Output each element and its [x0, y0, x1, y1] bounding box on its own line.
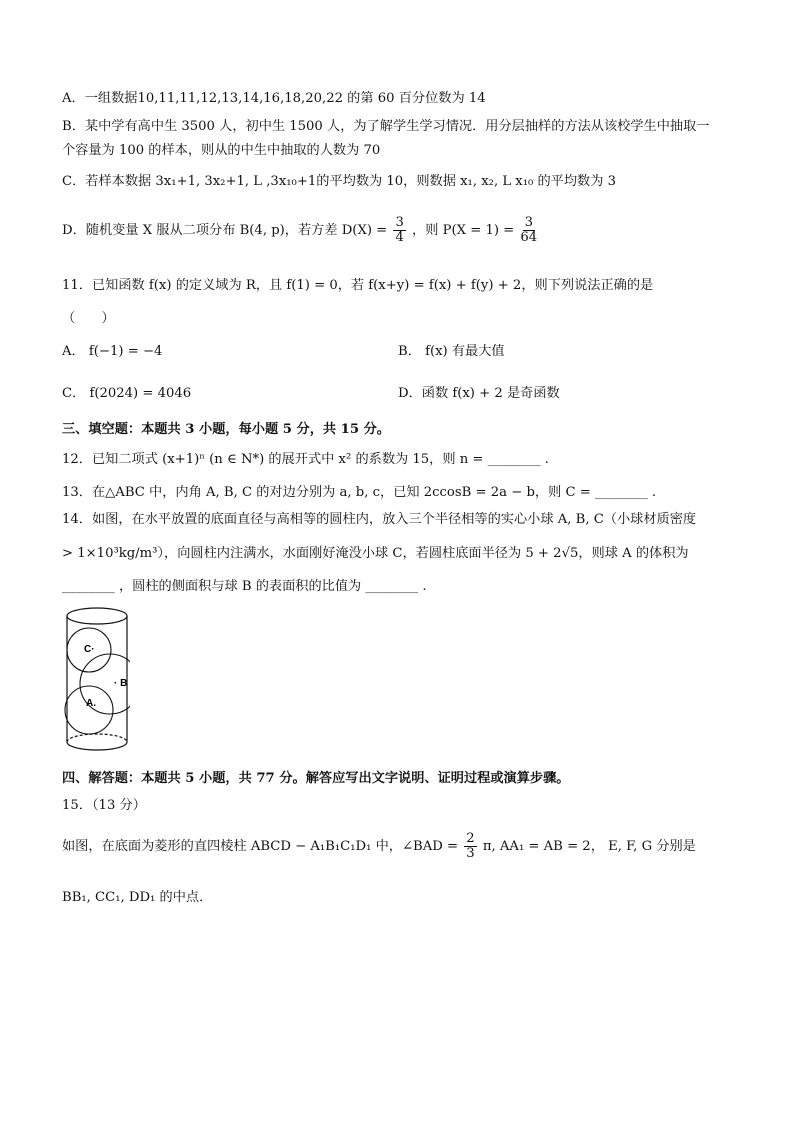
question-11-paren: （ ）: [62, 311, 115, 326]
label-a: A.: [86, 698, 96, 709]
q11-option-a: A． f(−1) = −4: [62, 344, 163, 359]
q15-text-1: 如图，在底面为菱形的直四棱柱 ABCD − A₁B₁C₁D₁ 中，∠BAD =: [62, 838, 459, 854]
question-15-body: [62, 832, 696, 861]
question-11: 11．已知函数 f(x) 的定义域为 R，且 f(1) = 0，若 f(x+y) = f(x) + f(y) + 2，则下列说法正确的是: [62, 278, 654, 293]
option-d-text-2: ，则 P(X = 1) =: [412, 222, 515, 238]
cylinder-bottom-front: [67, 742, 127, 750]
fraction-2-3: $\frac{2}{3}$: [466, 831, 475, 861]
option-c: C．若样本数据 3x₁+1, 3x₂+1, L ,3x₁₀+1的平均数为 10，则数据 x₁, x₂, L x₁₀ 的平均数为 3: [62, 174, 617, 189]
q11-option-c: C． f(2024) = 4046: [62, 386, 192, 401]
question-12: 12．已知二项式 (x+1)ⁿ (n ∈ N*) 的展开式中 x² 的系数为 15，则 n = ________ .: [62, 452, 549, 467]
sphere-a: [65, 686, 113, 734]
option-b-line1: B．某中学有高中生 3500 人，初中生 1500 人，为了解学生学习情况．用分层抽样的方法从该校学生中抽取一: [62, 119, 710, 134]
section-4-heading: 四、解答题：本题共 5 小题，共 77 分。解答应写出文字说明、证明过程或演算步骤。: [62, 771, 570, 786]
question-15-midpoints: BB₁, CC₁, DD₁ 的中点．: [62, 890, 213, 905]
question-14-line2: > 1×10³kg/m³），向圆柱内注满水，水面刚好淹没小球 C，若圆柱底面半径为 5 + 2√5，则球 A 的体积为: [62, 546, 689, 561]
cylinder-bottom-back: [67, 734, 127, 742]
question-15: 15．（13 分）: [62, 798, 146, 813]
cylinder-top: [67, 608, 127, 624]
q11-option-b: B． f(x) 有最大值: [398, 344, 505, 359]
section-3-heading: 三、填空题：本题共 3 小题，每小题 5 分，共 15 分。: [62, 422, 390, 437]
q15-text-2: π, AA₁ = AB = 2， E, F, G 分别是: [482, 838, 696, 854]
question-14-line1: 14．如图，在水平放置的底面直径与高相等的圆柱内，放入三个半径相等的实心小球 A, B, C（小球材质密度: [62, 512, 697, 527]
label-b: · B: [114, 678, 128, 689]
option-b-line2: 个容量为 100 的样本，则从的中生中抽取的人数为 70: [62, 143, 381, 158]
option-d: [62, 216, 539, 245]
option-d-text: D．随机变量 X 服从二项分布 B(4, p)，若方差 D(X) =: [62, 222, 388, 238]
cylinder-figure: [64, 606, 130, 758]
fraction-3-64: $\frac{3}{64}$: [520, 215, 538, 245]
question-14-line3: ________ ，圆柱的侧面积与球 B 的表面积的比值为 ________ .: [62, 579, 427, 594]
question-13: 13．在△ABC 中，内角 A, B, C 的对边分别为 a, b, c，已知 2ccosB = 2a − b，则 C = ________ .: [62, 485, 657, 500]
fraction-3-4: $\frac{3}{4}$: [395, 215, 404, 245]
label-c: C·: [84, 644, 95, 655]
q11-option-d: D．函数 f(x) + 2 是奇函数: [398, 386, 560, 401]
option-a: A．一组数据10,11,11,12,13,14,16,18,20,22 的第 60 百分位数为 14: [62, 91, 486, 106]
